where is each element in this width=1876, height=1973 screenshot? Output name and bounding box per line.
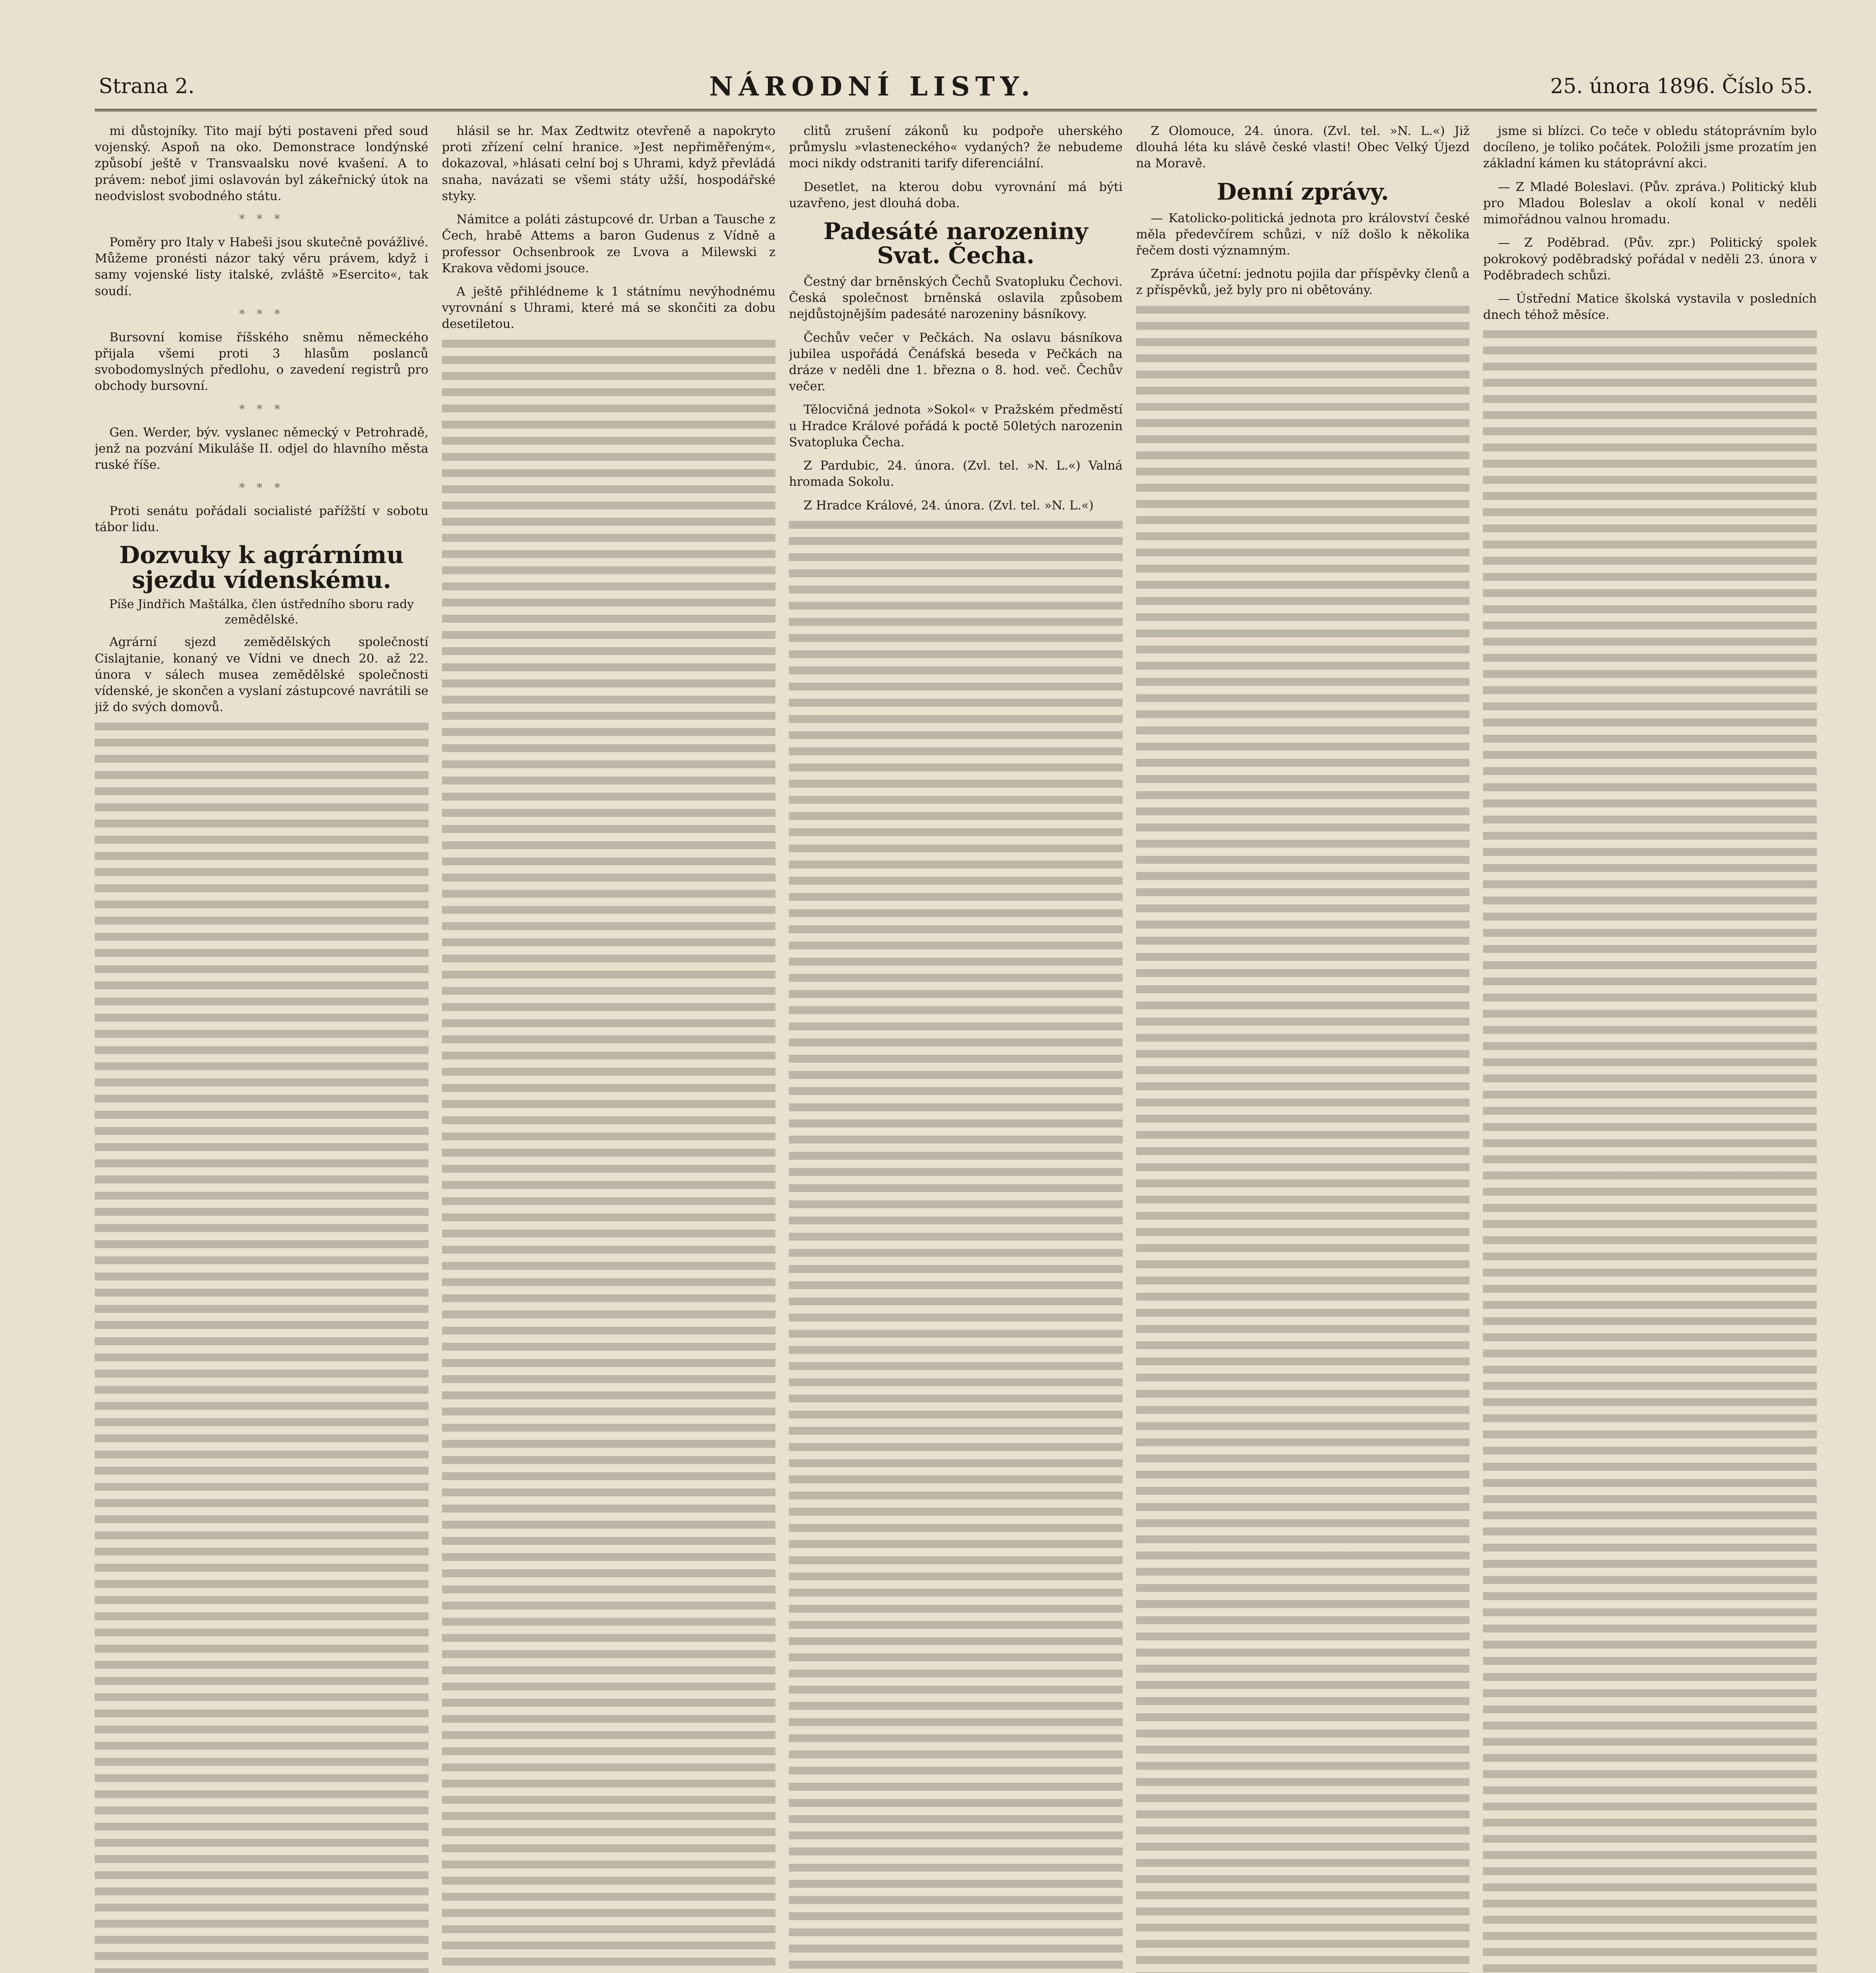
paragraph-3-6: Tělocvičná jednota »Sokol« v Pražském předměstí u Hradce Králové pořádá k poctě 50letých narozenin Svatopluka Čecha. <box>789 402 1123 449</box>
by-1-11: Píše Jindřich Maštálka, člen ústředního sboru rady zemědělské. <box>109 597 414 627</box>
paragraph-2-2: Námitce a poláti zástupcové dr. Urban a Tausche z Čech, hrabě Attems a baron Gudenus z Vídně a professor Ochsenbrook ze Lvova a Milewski z Krakova vědomi jsouce. <box>442 212 776 275</box>
paragraph-5-4: — Ústřední Matice školská vystavila v posledních dnech téhož měsíce. <box>1483 291 1817 322</box>
column-5 <box>1483 123 1817 1973</box>
paragraph-4-1: Z Olomouce, 24. února. (Zvl. tel. »N. L.«) Již dlouhá léta ku slávě české vlasti! Obec Velký Újezd na Moravě. <box>1136 124 1470 171</box>
article-columns <box>95 123 1817 1973</box>
column-4 <box>1136 123 1470 1973</box>
sep-1-2: * * * <box>239 212 284 227</box>
boxed-head-3-3: Padesáté narozeniny Svat. Čecha. <box>823 218 1088 269</box>
paragraph-4-4: Zpráva účetní: jednotu pojila dar příspěvky členů a z příspěvků, jež byly pro ni obětovány. <box>1136 267 1470 298</box>
paragraph-1-9: Proti senátu pořádali socialisté pařížští v sobotu tábor lidu. <box>95 504 429 535</box>
masthead <box>95 71 1817 111</box>
paragraph-5-1: jsme si blízci. Co teče v obledu státoprávním bylo docíleno, je toliko počátek. Položili jsme prozatím jen základní kámen ku státoprávní akci. <box>1483 124 1817 171</box>
paragraph-3-4: Čestný dar brněnských Čechů Svatopluku Čechovi. Česká společnost brněnská oslavila způsobem nejdůstojnějším padesáté narozeniny básníkovy. <box>789 274 1123 322</box>
paragraph-3-5: Čechův večer v Pečkách. Na oslavu básníkova jubilea uspořádá Čenáfská beseda v Pečkách na dráze v neděli dne 1. března o 8. hod. več. Čechův večer. <box>789 330 1123 394</box>
column-3 <box>789 123 1123 1973</box>
sep-1-4: * * * <box>239 307 284 321</box>
column-2 <box>442 123 776 1973</box>
sep-1-6: * * * <box>239 402 284 416</box>
paragraph-2-1: hlásil se hr. Max Zedtwitz otevřeně a napokryto proti zřízení celní hranice. »Jest nepřiměřeným«, dokazoval, »hlásati celní boj s Uhrami, když převládá snaha, navázati se všemi státy užší, hospodářské styky. <box>442 124 776 203</box>
paragraph-2-3: A ještě přihlédneme k 1 státnímu nevýhodnému vyrovnání s Uhrami, které má se skončiti za dobu desetiletou. <box>442 284 776 331</box>
article-text-lines <box>1136 306 1470 1973</box>
paragraph-1-3: Poměry pro Italy v Habeši jsou skutečně povážlivé. Můžeme pronésti názor taký věru právem, když i samy vojenské listy italské, zvláště »Esercito«, tak soudí. <box>95 235 429 298</box>
paragraph-3-8: Z Hradce Králové, 24. února. (Zvl. tel. »N. L.«) <box>803 498 1094 513</box>
newspaper-title: NÁRODNÍ LISTY. <box>709 71 1036 102</box>
article-text-lines <box>789 521 1123 1973</box>
paragraph-4-3: — Katolicko-politická jednota pro království české měla předevčírem schůzi, v níž došlo k několika řečem dosti významným. <box>1136 211 1470 258</box>
paragraph-5-2: — Z Mladé Boleslavi. (Pův. zpráva.) Politický klub pro Mladou Boleslav a okolí konal v neděli mimořádnou valnou hromadu. <box>1483 180 1817 227</box>
article-text-lines <box>442 340 776 1973</box>
paragraph-3-2: Desetlet, na kterou dobu vyrovnání má býti uzavřeno, jest dlouhá doba. <box>789 180 1123 210</box>
paragraph-3-7: Z Pardubic, 24. února. (Zvl. tel. »N. L.«) Valná hromada Sokolu. <box>789 459 1123 489</box>
headline-1-10: Dozvuky k agrárnímu sjezdu vídenskému. <box>119 541 404 594</box>
paragraph-1-1: mi důstojníky. Tito mají býti postaveni před soud vojenský. Aspoň na oko. Demonstrace londýnské způsobí ještě v Transvaalsku nové kvašení. A to právem: neboť jimi oslavován byl zákeřnický útok na neodvislost svobodného státu. <box>95 124 429 203</box>
paragraph-1-12: Agrární sjezd zemědělských společností Cislajtanie, konaný ve Vídni ve dnech 20. až 22. února v sálech musea zemědělské společnosti vídenské, je skončen a vyslaní zástupcové navrátili se již do svých domovů. <box>95 635 429 715</box>
paragraph-1-7: Gen. Werder, býv. vyslanec německý v Petrohradě, jenž na pozvání Mikuláše II. odjel do hlavního města ruské říše. <box>95 425 429 472</box>
issue-date-and-number: 25. února 1896. Číslo 55. <box>1550 75 1813 98</box>
sep-1-8: * * * <box>239 481 284 495</box>
column-1 <box>95 123 429 1973</box>
paragraph-5-3: — Z Poděbrad. (Pův. zpr.) Politický spolek pokrokový poděbradský pořádal v neděli 23. února v Poděbradech schůzi. <box>1483 236 1817 283</box>
paragraph-1-5: Bursovní komise říšského sněmu německého přijala všemi proti 3 hlasům poslanců svobodomyslných předlohu, o zavedení registrů pro obchody bursovní. <box>95 330 429 393</box>
article-text-lines <box>1483 330 1817 1973</box>
boxed-head-4-2: Denní zprávy. <box>1217 178 1389 205</box>
article-text-lines <box>95 723 429 1973</box>
page-number: Strana 2. <box>99 75 195 98</box>
paragraph-3-1: clitů zrušení zákonů ku podpoře uherského průmyslu »vlasteneckého« vydaných? že nebudeme moci nikdy odstraniti tarify diferenciální. <box>789 124 1123 171</box>
